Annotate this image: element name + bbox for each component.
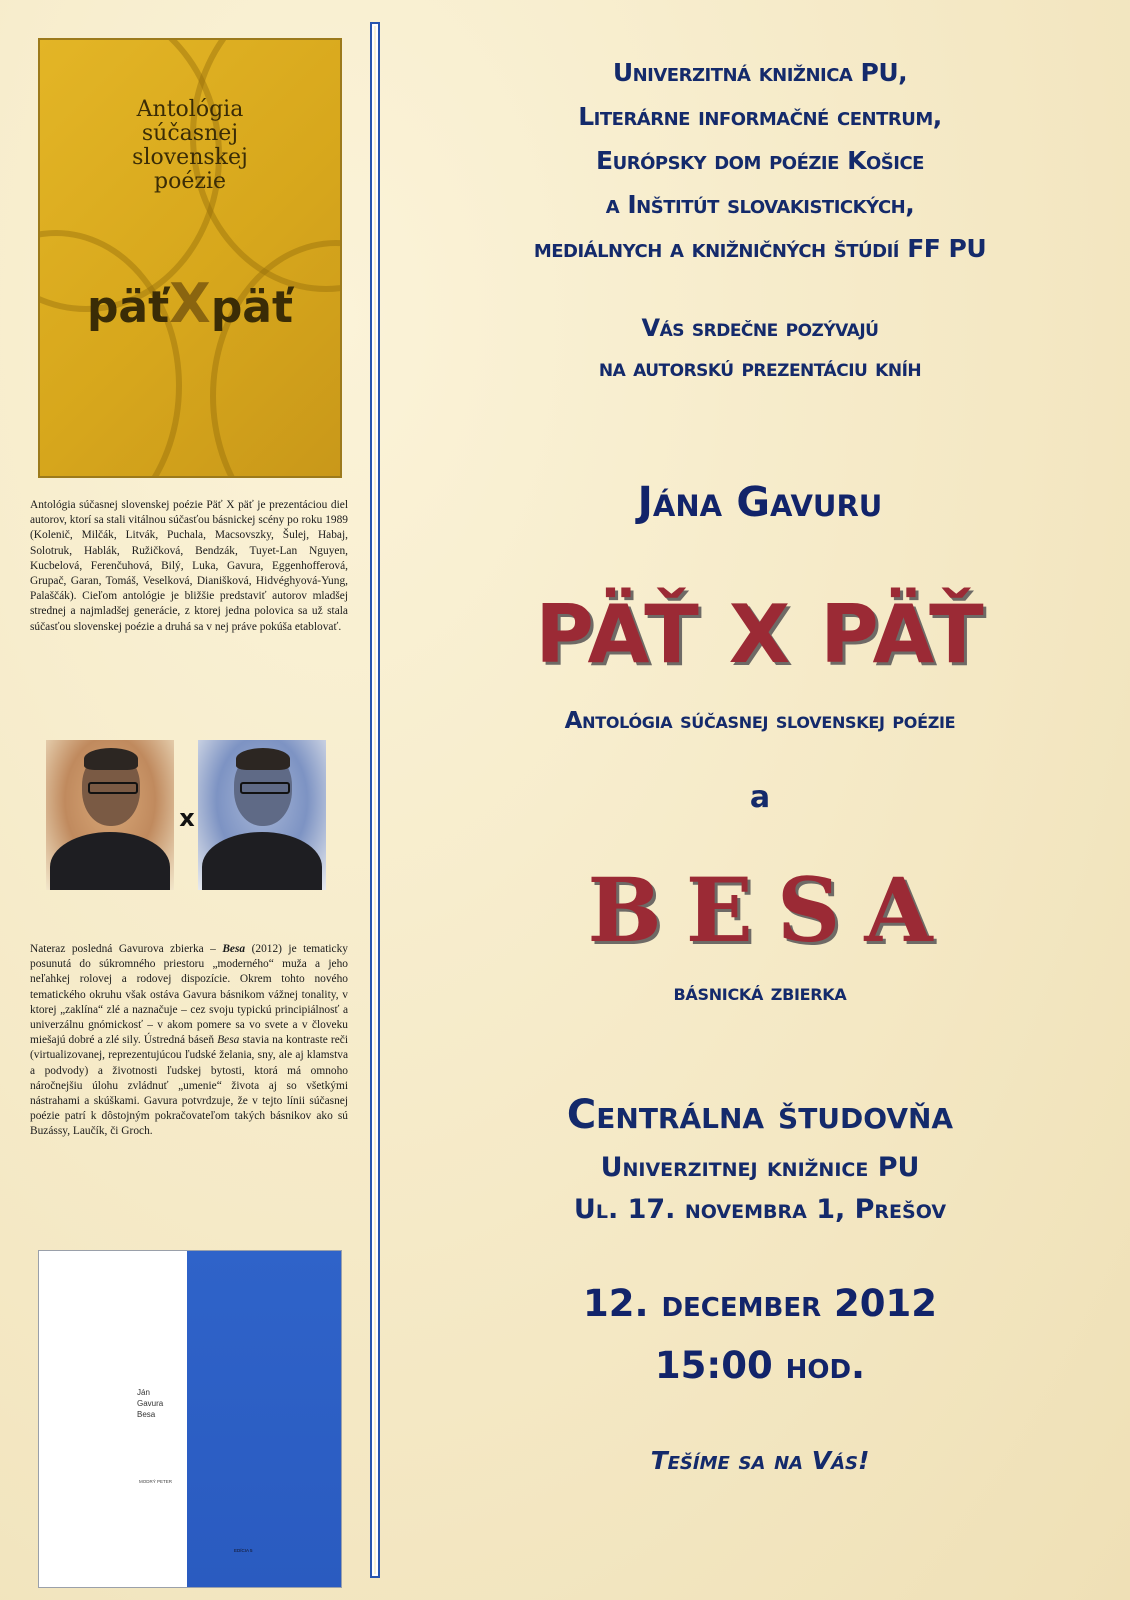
besa-cover-edition: EDÍCIA 5	[234, 1548, 253, 1553]
cover-pat-x-pat: päťXpäť	[86, 272, 294, 335]
event-time: 15:00 hod.	[654, 1344, 866, 1387]
author-name: Jána Gavuru	[637, 478, 883, 526]
venue-address: Ul. 17. novembra 1, Prešov	[573, 1194, 947, 1225]
book2-subtitle: básnická zbierka	[673, 980, 847, 1006]
invite-line: Vás srdečne pozývajú	[641, 314, 879, 342]
book1-subtitle: Antológia súčasnej slovenskej poézie	[564, 708, 956, 734]
besa-description: Nateraz posledná Gavurova zbierka – Besa (2012) je tematicky posunutá do súkromného priestoru „moderného“ muža a jeho neľahkej rolovej a rodovej dispozície. Okrem tohto nového tematického okruhu však ostáva Gavura básnikom vážnej tonality, v ktorej „zaklína“ zlé a naznačuje – cez svoju typickú principiálnosť a univerzálnu gnómickosť – v akom pomere sa vo svete a v človeku miešajú dobré a zlé sily. Ústredná báseň Besa stavia na kontraste reči (virtualizovanej, reprezentujúcou ľudské želania, sny, ale aj klamstva a podvody) a životnosti ľudskej bytosti, ktorá má omnoho náročnejšiu úlohu zvládnuť „umenie“ života aj so všetkými nástrahami a skúškami. Gavura potvrdzuje, že v tejto línii súčasnej poézie patrí k dôstojným pokračovateľom takých básnikov ako sú Buzássy, Laučík, či Groch.	[30, 943, 349, 1138]
venue-name: Centrálna študovňa	[566, 1092, 954, 1138]
conjunction: a	[749, 780, 771, 815]
besa-cover-text: Ján Gavura Besa	[137, 1388, 164, 1419]
book1-title: PÄŤ X PÄŤ	[535, 588, 985, 681]
anthology-book-cover	[38, 38, 342, 478]
author-photo-warm	[46, 740, 174, 890]
closing-line: Tešíme sa na Vás!	[650, 1446, 870, 1475]
organizer-line: Univerzitná knižnica PU,	[612, 58, 908, 87]
besa-book-cover	[38, 1250, 342, 1588]
photos-separator: x	[179, 804, 195, 832]
author-photo-cool	[198, 740, 326, 890]
organizer-line: Európsky dom poézie Košice	[596, 146, 924, 175]
author-photos	[46, 740, 336, 890]
venue-line: Univerzitnej knižnice PU	[600, 1152, 920, 1183]
besa-cover-publisher: MODRÝ PETER	[139, 1479, 173, 1484]
cover-title: Antológia súčasnej slovenskej poézie	[132, 97, 248, 194]
invite-line: na autorskú prezentáciu kníh	[598, 354, 922, 382]
anthology-description: Antológia súčasnej slovenskej poézie Päť X päť je prezentáciou diel autorov, ktorí sa stali vitálnou súčasťou básnickej scény po roku 1989 (Kolenič, Milčák, Litvák, Puchala, Macsovszky, Šulej, Habaj, Solotruk, Hablák, Ružičková, Bendzák, Tuyet-Lan Nguyen, Kucbelová, Ferenčuhová, Bilý, Luka, Gavura, Eggenhofferová, Grupač, Garan, Tomáš, Veselková, Dianišková, Hidvéghyová-Yung, Palaščák). Cieľom antológie je bližšie predstaviť autorov mladšej strednej a najmladšej generácie, z ktorej jedna polovica sa už stala súčasťou slovenskej poézie a druhá sa v nej práve pokúša etablovať.	[30, 499, 348, 633]
vertical-divider	[370, 22, 380, 1578]
event-date: 12. december 2012	[583, 1282, 937, 1325]
organizer-line: a Inštitút slovakistických,	[605, 190, 915, 219]
organizer-line: Literárne informačné centrum,	[578, 102, 942, 131]
organizer-line: mediálnych a knižničných štúdií FF PU	[533, 234, 987, 263]
book2-title: BESA	[587, 858, 957, 962]
